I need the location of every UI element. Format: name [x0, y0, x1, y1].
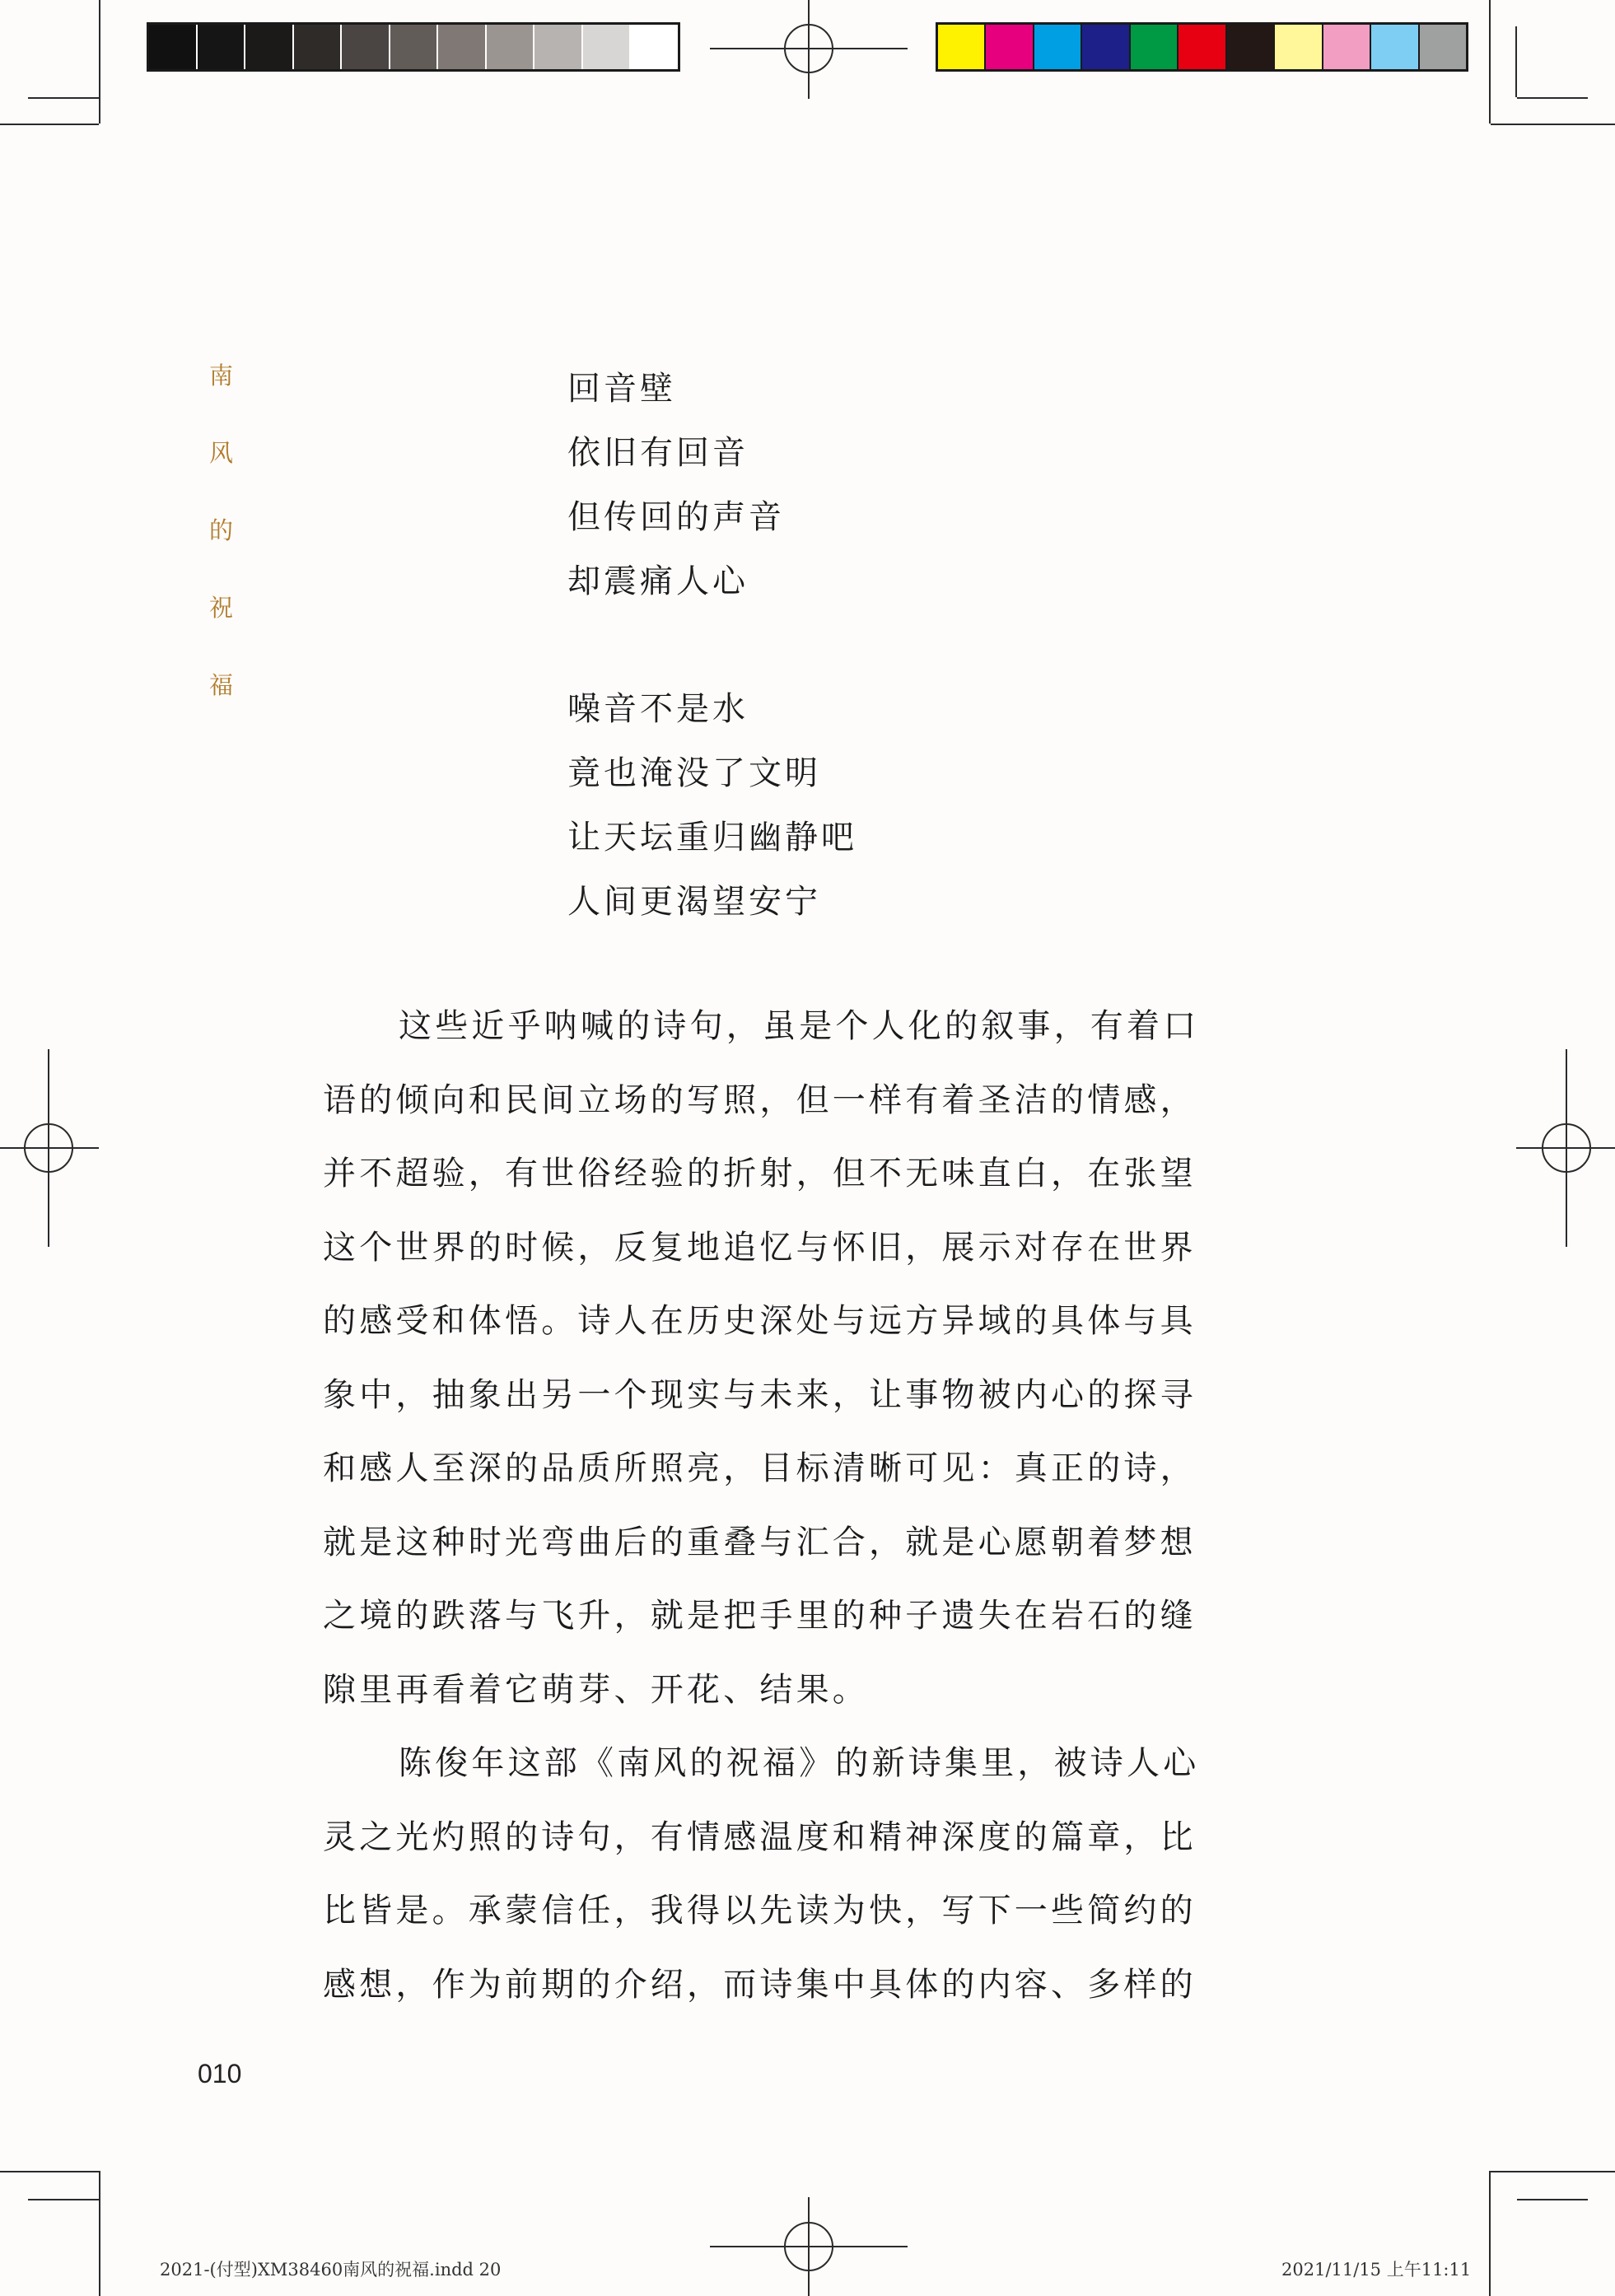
page-number: 010 — [198, 2059, 242, 2088]
stanza-break — [567, 623, 857, 686]
gray-swatch — [389, 25, 437, 69]
gray-swatch — [436, 25, 485, 69]
file-slug: 2021-(付型)XM38460南风的祝福.indd 20 — [160, 2260, 502, 2280]
paragraph-line: 比皆是。承蒙信任，我得以先读为快，写下一些简约的 — [323, 1892, 1197, 1930]
gray-swatch — [485, 25, 534, 69]
color-swatch — [1177, 25, 1225, 69]
registration-mark-right — [1516, 1049, 1615, 1247]
paragraph-line: 之境的跌落与飞升，就是把手里的种子遗失在岩石的缝 — [323, 1597, 1197, 1635]
crop-mark — [1517, 2199, 1588, 2200]
color-swatch — [938, 25, 984, 69]
crop-mark — [1515, 26, 1517, 97]
crop-mark — [1491, 2171, 1615, 2172]
crop-mark — [0, 124, 99, 125]
gray-swatch — [533, 25, 581, 69]
registration-mark-bottom — [710, 2197, 908, 2296]
color-swatch — [1129, 25, 1177, 69]
paragraph-line: 这些近乎呐喊的诗句，虽是个人化的叙事，有着口 — [399, 1007, 1200, 1045]
body-text — [323, 1001, 1245, 2033]
color-swatch — [1033, 25, 1081, 69]
gray-swatch — [581, 25, 630, 69]
color-swatch — [1370, 25, 1417, 69]
color-bar — [936, 22, 1468, 72]
paragraph-line: 隙里再看着它萌芽、开花、结果。 — [323, 1670, 869, 1709]
gray-swatch — [292, 25, 341, 69]
color-swatch — [1273, 25, 1321, 69]
gray-swatch — [244, 25, 292, 69]
crop-mark — [1517, 97, 1588, 99]
paragraph-line: 和感人至深的品质所照亮，目标清晰可见：真正的诗， — [323, 1449, 1197, 1487]
paragraph-line: 就是这种时光弯曲后的重叠与汇合，就是心愿朝着梦想 — [323, 1523, 1197, 1561]
poem-excerpt — [567, 366, 857, 943]
crop-mark — [28, 2199, 99, 2200]
running-head-char: 的 — [209, 516, 234, 544]
poem-line: 噪音不是水 — [567, 690, 749, 728]
paragraph-line: 感想，作为前期的介绍，而诗集中具体的内容、多样的 — [323, 1965, 1197, 2004]
crop-mark — [99, 2171, 100, 2296]
crop-mark — [1489, 2171, 1491, 2296]
paragraph-line: 语的倾向和民间立场的写照，但一样有着圣洁的情感， — [323, 1080, 1197, 1119]
registration-mark-top — [710, 0, 908, 99]
running-head-char: 祝 — [209, 594, 234, 622]
running-head-char: 福 — [209, 671, 234, 699]
poem-line: 让天坛重归幽静吧 — [567, 819, 857, 856]
crop-mark — [1489, 0, 1491, 124]
color-swatch — [1418, 25, 1466, 69]
running-head-char: 南 — [209, 362, 234, 390]
poem-line: 却震痛人心 — [567, 562, 749, 600]
paragraph-line: 的感受和体悟。诗人在历史深处与远方异域的具体与具 — [323, 1302, 1197, 1340]
color-swatch — [984, 25, 1032, 69]
color-swatch — [1322, 25, 1370, 69]
poem-line: 但传回的声音 — [567, 498, 785, 536]
crop-mark — [28, 97, 99, 99]
gray-swatch — [196, 25, 245, 69]
poem-line: 竟也淹没了文明 — [567, 754, 821, 792]
color-swatch — [1225, 25, 1273, 69]
crop-mark — [1491, 124, 1615, 125]
date-slug: 2021/11/15 上午11:11 — [1281, 2260, 1472, 2280]
running-head — [209, 364, 234, 751]
poem-line: 回音壁 — [567, 370, 676, 408]
gray-swatch — [340, 25, 389, 69]
poem-line: 人间更渴望安宁 — [567, 883, 821, 921]
running-head-char: 风 — [209, 439, 234, 467]
poem-line: 依旧有回音 — [567, 434, 749, 472]
paragraph-line: 灵之光灼照的诗句，有情感温度和精神深度的篇章，比 — [323, 1818, 1197, 1856]
paragraph-line: 这个世界的时候，反复地追忆与怀旧，展示对存在世界 — [323, 1228, 1197, 1267]
paragraph-line: 象中，抽象出另一个现实与未来，让事物被内心的探寻 — [323, 1375, 1197, 1414]
registration-mark-left — [0, 1049, 99, 1247]
paragraph-line: 并不超验，有世俗经验的折射，但不无味直白，在张望 — [323, 1155, 1197, 1192]
gray-scale-bar — [147, 22, 680, 72]
color-swatch — [1081, 25, 1128, 69]
crop-mark — [0, 2171, 99, 2172]
gray-swatch — [629, 25, 678, 69]
paragraph-line: 陈俊年这部《南风的祝福》的新诗集里，被诗人心 — [399, 1744, 1200, 1782]
gray-swatch — [149, 25, 196, 69]
crop-mark — [99, 0, 100, 124]
